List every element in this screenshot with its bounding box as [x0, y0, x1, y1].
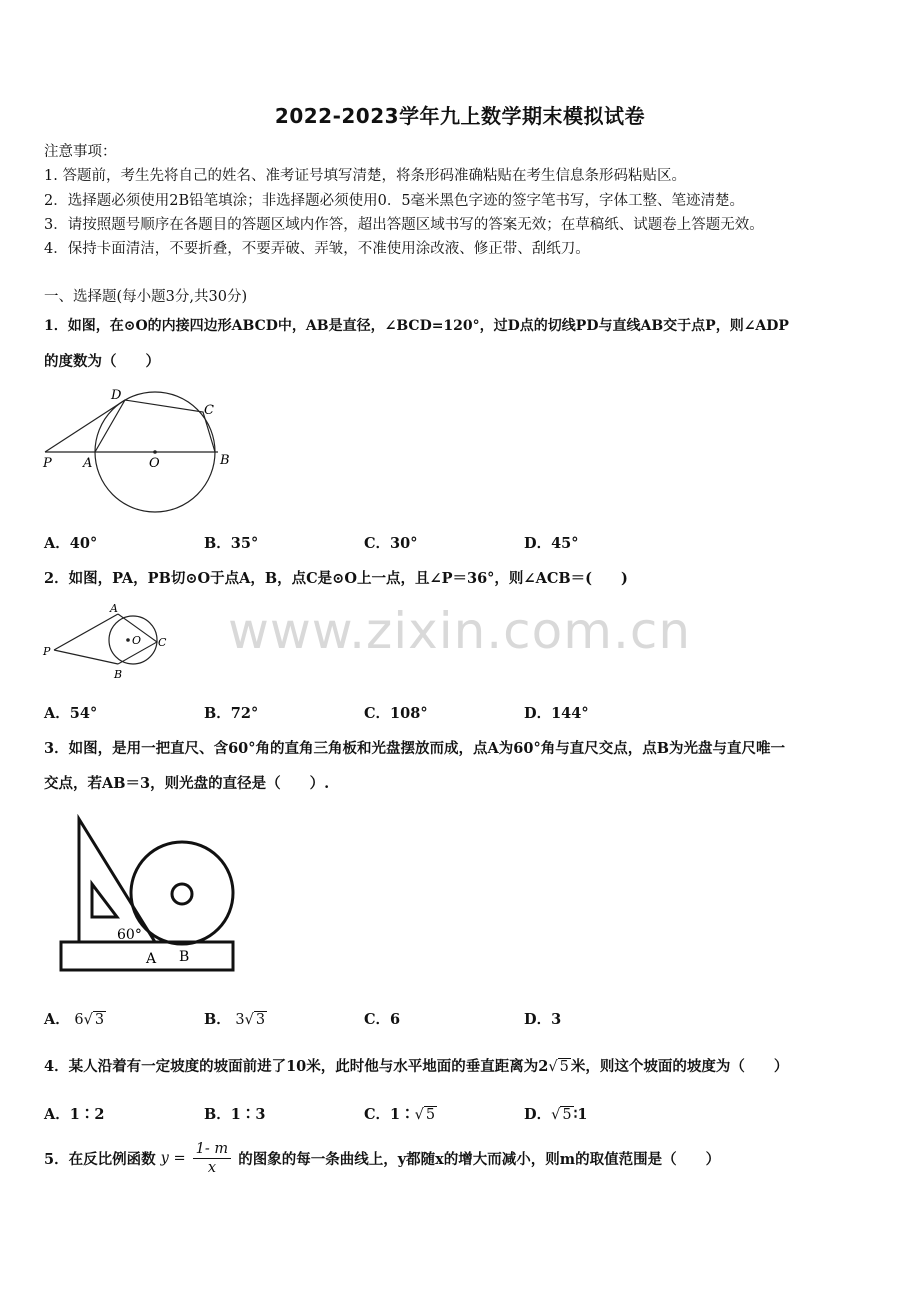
watermark: www.zixin.com.cn [228, 602, 692, 660]
q2-label-b: B [114, 668, 123, 681]
q2-option-d[interactable]: D．144° [524, 705, 589, 722]
q1-label-c: C [204, 403, 214, 418]
q1-label-a: A [83, 456, 93, 471]
q1-label-b: B [220, 453, 230, 468]
q2-figure [40, 600, 175, 684]
q1-stem-line1: 1．如图，在⊙O的内接四边形ABCD中，AB是直径，∠BCD=120°，过D点的切线PD与直线AB交于点P，则∠ADP [44, 318, 789, 334]
q3-label-60: 60° [117, 927, 142, 943]
notice-item-1: 1. 答题前，考生先将自己的姓名、准考证号填写清楚，将条形码准确粘贴在考生信息条形码粘贴区。 [44, 168, 686, 184]
q3-option-a[interactable]: A． 6√ 3 [44, 1011, 105, 1028]
q5-stem: 5．在反比例函数 y = $\frac{1- m}{x}$ 的图象的每一条曲线上，y都随x的增大而减小，则m的取值范围是（ ） [44, 1141, 721, 1176]
section-heading: 一、选择题(每小题3分,共30分) [44, 289, 248, 305]
q2-label-o: O [132, 634, 142, 647]
q2-stem: 2．如图，PA，PB切⊙O于点A，B，点C是⊙O上一点，且∠P＝36°，则∠ACB＝( ) [44, 570, 628, 587]
q3-label-a: A [146, 951, 157, 967]
q1-label-d: D [111, 388, 122, 403]
notice-heading: 注意事项： [44, 144, 117, 160]
q3-option-b[interactable]: B． 3√ 3 [204, 1011, 266, 1028]
q4-stem: 4．某人沿着有一定坡度的坡面前进了10米，此时他与水平地面的垂直距离为2√ 5 米，则这个坡面的坡度为（ ） [44, 1058, 789, 1075]
q1-stem-line2: 的度数为（ ） [44, 353, 160, 370]
q1-label-p: P [43, 456, 52, 471]
q3-figure [55, 814, 240, 976]
q2-label-a: A [110, 602, 118, 615]
q3-options [44, 1008, 884, 1032]
q1-option-b[interactable]: B．35° [204, 535, 259, 552]
q3-option-d[interactable]: D．3 [524, 1011, 562, 1028]
q4-options [44, 1103, 884, 1127]
notice-item-4: 4．保持卡面清洁，不要折叠，不要弄破、弄皱，不准使用涂改液、修正带、刮纸刀。 [44, 241, 590, 257]
q2-label-c: C [158, 636, 167, 649]
notice-item-2: 2．选择题必须使用2B铅笔填涂；非选择题必须使用0．5毫米黑色字迹的签字笔书写，字体工整、笔迹清楚。 [44, 193, 745, 209]
q3-stem-line1: 3．如图，是用一把直尺、含60°角的直角三角板和光盘摆放而成，点A为60°角与直尺交点，点B为光盘与直尺唯一 [44, 740, 785, 757]
q3-option-c[interactable]: C．6 [364, 1011, 401, 1028]
q1-option-d[interactable]: D．45° [524, 535, 579, 552]
notice-item-3: 3．请按照题号顺序在各题目的答题区域内作答，超出答题区域书写的答案无效；在草稿纸、试题卷上答题无效。 [44, 217, 764, 233]
q5-fraction: $\frac{1- m}{x}$ [193, 1140, 231, 1177]
q4-option-d[interactable]: D．√ 5 ∶1 [524, 1106, 588, 1123]
q4-option-c[interactable]: C．1∶√ 5 [364, 1106, 436, 1123]
q2-option-c[interactable]: C．108° [364, 705, 428, 722]
q3-stem-line2: 交点，若AB＝3，则光盘的直径是（ ）. [44, 775, 330, 792]
page-title: 2022-2023学年九上数学期末模拟试卷 [274, 104, 646, 128]
q2-option-b[interactable]: B．72° [204, 705, 259, 722]
q1-label-o: O [149, 456, 160, 471]
q1-option-a[interactable]: A．40° [44, 535, 98, 552]
q4-option-b[interactable]: B．1∶3 [204, 1106, 266, 1123]
q1-options [44, 532, 884, 556]
q1-figure [40, 382, 235, 514]
q3-label-b: B [179, 949, 190, 965]
q2-options [44, 702, 884, 726]
q1-option-c[interactable]: C．30° [364, 535, 418, 552]
q2-option-a[interactable]: A．54° [44, 705, 98, 722]
q2-label-p: P [43, 645, 51, 658]
q4-option-a[interactable]: A．1∶2 [44, 1106, 105, 1123]
